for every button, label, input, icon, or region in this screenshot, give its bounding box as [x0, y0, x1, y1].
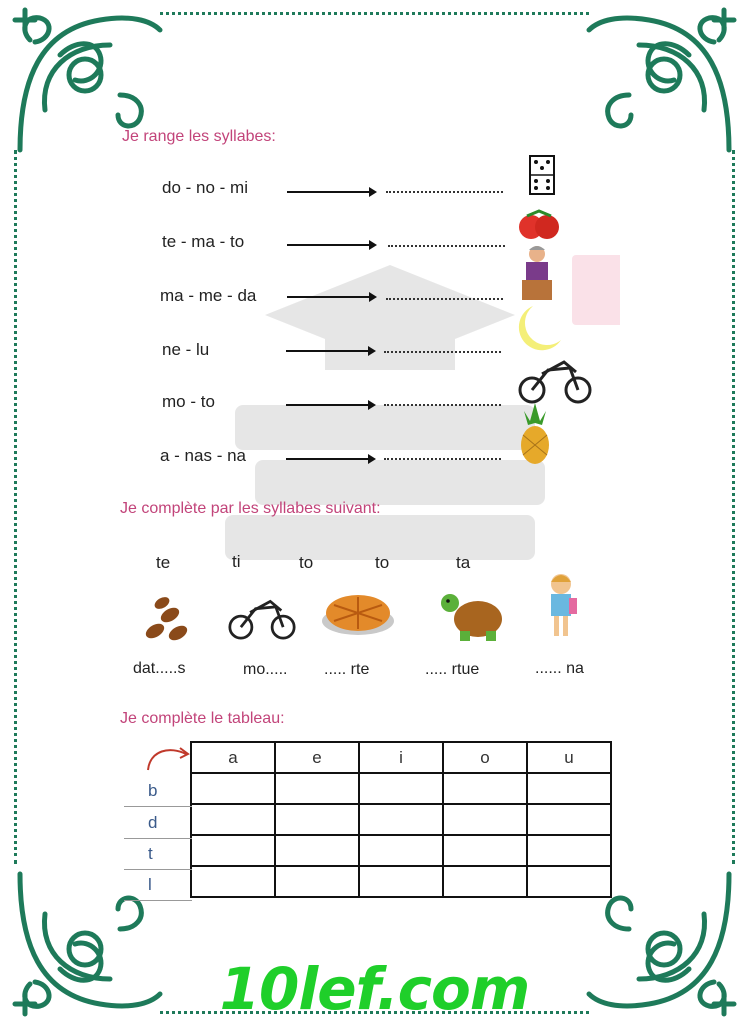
- table-row: [191, 866, 611, 897]
- incomplete-word: ..... rte: [324, 661, 370, 678]
- incomplete-word: ..... rtue: [425, 661, 480, 678]
- curved-arrow-icon: [142, 742, 192, 772]
- table-cell[interactable]: [527, 773, 611, 804]
- table-cell[interactable]: [443, 866, 527, 897]
- table-cell[interactable]: [359, 773, 443, 804]
- table-cell[interactable]: [275, 773, 359, 804]
- answer-line[interactable]: [386, 190, 503, 193]
- table-row: [191, 773, 611, 804]
- answer-line[interactable]: [384, 403, 501, 406]
- row-header: d: [124, 807, 192, 839]
- frame-left-border: [14, 150, 17, 864]
- frame-top-border: [160, 12, 589, 15]
- table-cell[interactable]: [191, 866, 275, 897]
- site-logo: 10lef.com: [219, 955, 530, 1023]
- table-cell[interactable]: [359, 866, 443, 897]
- section3-heading: Je complète le tableau:: [120, 710, 285, 727]
- arrow: [286, 404, 370, 406]
- syllable-option: te: [156, 553, 171, 572]
- table-cell[interactable]: [275, 835, 359, 866]
- syllable-option: ta: [456, 553, 471, 572]
- table-cell[interactable]: [191, 804, 275, 835]
- corner-ornament-top-right: [579, 0, 749, 165]
- row-header: b: [124, 775, 192, 807]
- table-cell[interactable]: [443, 804, 527, 835]
- arrow: [286, 350, 370, 352]
- column-header: o: [443, 742, 527, 773]
- tomato-icon: [517, 207, 561, 242]
- incomplete-word: ...... na: [535, 660, 584, 677]
- turtle-icon: [438, 587, 504, 643]
- syllable-option: to: [299, 553, 314, 572]
- frame-right-border: [732, 150, 735, 864]
- answer-line[interactable]: [384, 457, 501, 460]
- table-cell[interactable]: [275, 804, 359, 835]
- syllable-table: [190, 741, 612, 898]
- syllables-text: a - nas - na: [160, 446, 246, 465]
- syllable-option: to: [375, 553, 390, 572]
- answer-line[interactable]: [386, 297, 503, 300]
- table-row: [191, 835, 611, 866]
- row-header: t: [124, 838, 192, 870]
- row-header: l: [124, 869, 192, 901]
- grandmother-icon: [518, 244, 556, 302]
- pie-icon: [320, 591, 396, 637]
- syllables-text: mo - to: [162, 392, 215, 411]
- table-cell[interactable]: [443, 773, 527, 804]
- answer-line[interactable]: [384, 350, 501, 353]
- table-cell[interactable]: [527, 804, 611, 835]
- motorcycle-icon: [518, 352, 592, 406]
- answer-line[interactable]: [388, 244, 505, 247]
- syllable-option: ti: [232, 552, 241, 571]
- girl-icon: [543, 572, 579, 642]
- domino-icon: [529, 155, 555, 195]
- table-cell[interactable]: [191, 773, 275, 804]
- table-header-row: [191, 742, 611, 773]
- column-header: e: [275, 742, 359, 773]
- pineapple-icon: [518, 403, 552, 465]
- syllables-text: ma - me - da: [160, 286, 257, 305]
- arrow: [287, 296, 371, 298]
- dates-icon: [140, 593, 190, 643]
- syllables-text: ne - lu: [162, 340, 210, 359]
- table-cell[interactable]: [527, 835, 611, 866]
- incomplete-word: dat.....s: [133, 660, 186, 677]
- watermark-books-logo: [225, 255, 555, 595]
- incomplete-word: mo.....: [243, 661, 288, 678]
- column-header: i: [359, 742, 443, 773]
- syllables-text: te - ma - to: [162, 232, 245, 251]
- section2-heading: Je complète par les syllabes suivant:: [120, 500, 381, 517]
- table-cell[interactable]: [359, 835, 443, 866]
- motorcycle-icon: [228, 591, 296, 643]
- table-cell[interactable]: [527, 866, 611, 897]
- pink-decoration: [572, 255, 620, 325]
- table-row: [191, 804, 611, 835]
- syllables-text: do - no - mi: [162, 178, 248, 197]
- column-header: a: [191, 742, 275, 773]
- table-cell[interactable]: [443, 835, 527, 866]
- arrow: [287, 244, 371, 246]
- table-cell[interactable]: [275, 866, 359, 897]
- table-cell[interactable]: [191, 835, 275, 866]
- arrow: [287, 191, 371, 193]
- moon-icon: [513, 304, 563, 352]
- section1-heading: Je range les syllabes:: [122, 128, 276, 145]
- column-header: u: [527, 742, 611, 773]
- table-cell[interactable]: [359, 804, 443, 835]
- arrow: [286, 458, 370, 460]
